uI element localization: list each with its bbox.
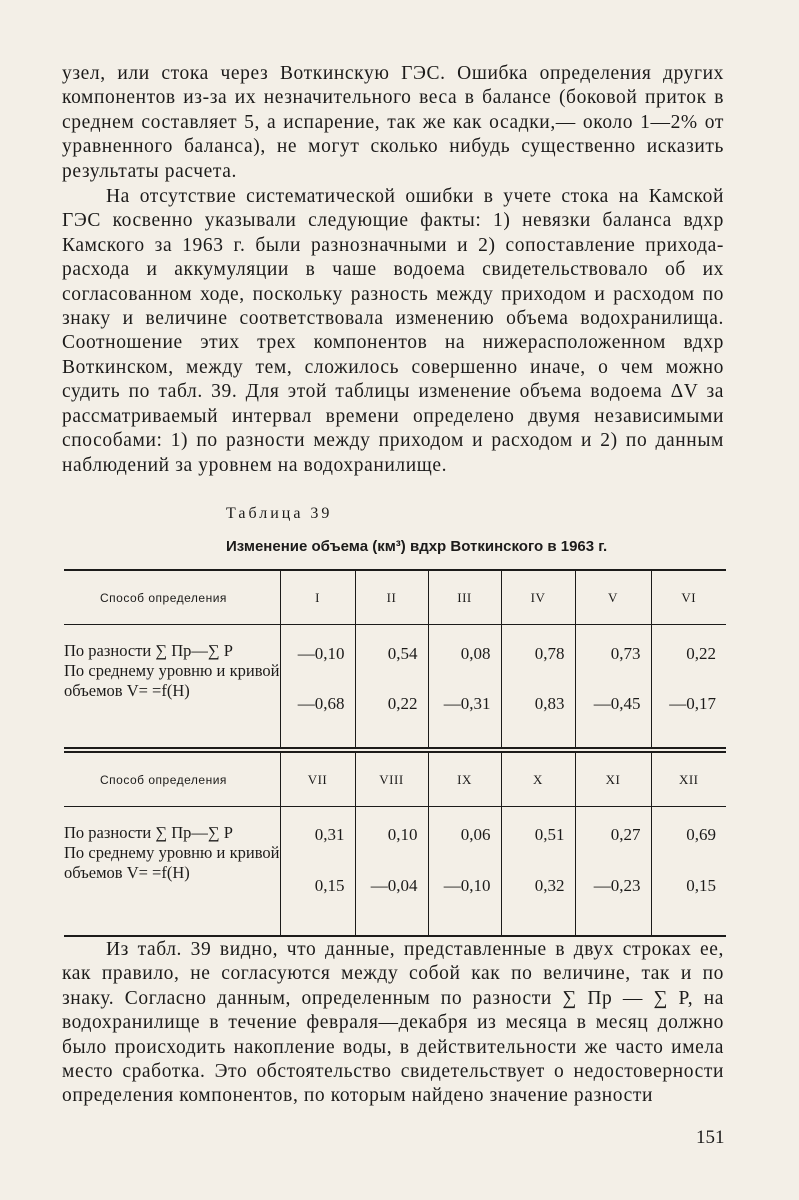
table-cell — [428, 807, 501, 937]
method-level-label: По среднему уровню и кривой объемов V= =f(H) — [64, 843, 280, 882]
value-level: 0,22 — [387, 694, 418, 713]
month-header: III — [428, 570, 501, 625]
value-level: 0,83 — [534, 694, 565, 713]
month-header: II — [355, 570, 428, 625]
text-body — [62, 62, 724, 478]
table-header-row — [64, 752, 726, 807]
method-header: Способ определения — [64, 570, 280, 625]
month-header: VIII — [355, 752, 428, 807]
value-difference: 0,06 — [460, 825, 491, 844]
table-cell — [355, 807, 428, 937]
value-level: 0,15 — [686, 876, 716, 895]
month-header: IV — [501, 570, 575, 625]
table-cell — [575, 625, 651, 749]
table-cell — [428, 625, 501, 749]
method-difference-label: По разности ∑ Пр—∑ P — [64, 641, 233, 660]
value-level: —0,45 — [593, 694, 641, 713]
table-cell — [501, 625, 575, 749]
method-labels — [64, 807, 280, 937]
month-header: X — [501, 752, 575, 807]
month-header: IX — [428, 752, 501, 807]
table-cell — [651, 625, 726, 749]
month-header: VII — [280, 752, 355, 807]
volume-table-part-1 — [64, 569, 726, 749]
value-level: —0,17 — [669, 694, 716, 713]
table-cell — [651, 807, 726, 937]
paragraph-2: На отсутствие систематической ошибки в учете стока на Камской ГЭС косвенно указывали следующие факты: 1) невязки баланса вдхр Камского за 1963 г. были разнозначными и 2) сопоставление прихода-расхода и аккумуляции в чаше водоема свидетельствовало об их согласованном ходе, поскольку разность между приходом и расходом по знаку и величине соответствовала изменению объема водохранилища. Соотношение этих трех компонентов на нижерасположенном вдхр Воткинском, между тем, сложилось совершенно иначе, о чем можно судить по табл. 39. Для этой таблицы изменение объема водоема ΔV за рассматриваемый интервал времени определено двумя независимыми способами: 1) по разности между приходом и расходом и 2) по данным наблюдений за уровнем на водохранилище. — [62, 186, 724, 476]
volume-table-part-2 — [64, 751, 726, 937]
value-difference: 0,10 — [387, 825, 418, 844]
table-cell — [280, 807, 355, 937]
month-header: XI — [575, 752, 651, 807]
value-level: —0,04 — [370, 876, 418, 895]
value-difference: 0,69 — [686, 825, 716, 844]
table-body-row — [64, 807, 726, 937]
value-difference: —0,10 — [297, 644, 345, 663]
value-level: 0,15 — [314, 876, 345, 895]
month-header: V — [575, 570, 651, 625]
value-level: 0,32 — [534, 876, 565, 895]
method-header: Способ определения — [64, 752, 280, 807]
value-level: —0,68 — [297, 694, 345, 713]
value-difference: 0,54 — [387, 644, 418, 663]
table-body-row — [64, 625, 726, 749]
table-header-row — [64, 570, 726, 625]
table-cell — [575, 807, 651, 937]
paragraph-3: Из табл. 39 видно, что данные, представленные в двух строках ее, как правило, не согласуются между собой как по величине, так и по знаку. Согласно данным, определенным по разности ∑ Пр — ∑ P, на водохранилище в течение февраля—декабря из месяца в месяц должно было происходить накопление воды, в действительности же часто имела место сработка. Это обстоятельство свидетельствует о недостоверности определения компонентов, по которым найдено значение разности — [62, 939, 724, 1107]
value-difference: 0,27 — [610, 825, 641, 844]
text-body-continued — [62, 938, 724, 1109]
value-level: —0,31 — [443, 694, 491, 713]
value-difference: 0,22 — [686, 644, 716, 663]
table-cell — [280, 625, 355, 749]
table-cell — [501, 807, 575, 937]
page-number: 151 — [696, 1127, 725, 1148]
value-level: —0,23 — [593, 876, 641, 895]
method-level-label: По среднему уровню и кривой объемов V= =f(H) — [64, 661, 280, 700]
month-header: VI — [651, 570, 726, 625]
value-level: —0,10 — [443, 876, 491, 895]
method-labels — [64, 625, 280, 749]
month-header: I — [280, 570, 355, 625]
table-cell — [355, 625, 428, 749]
value-difference: 0,31 — [314, 825, 345, 844]
table-title: Изменение объема (км³) вдхр Воткинского в 1963 г. — [226, 538, 608, 555]
value-difference: 0,08 — [460, 644, 491, 663]
paragraph-1: узел, или стока через Воткинскую ГЭС. Ошибка определения других компонентов из-за их незначительного веса в балансе (боковой приток в среднем составляет 5, а испарение, так же как осадки,— около 1—2% от уравненного баланса), не могут сколько нибудь существенно исказить результаты расчета. — [62, 63, 724, 182]
month-header: XII — [651, 752, 726, 807]
method-difference-label: По разности ∑ Пр—∑ P — [64, 823, 233, 842]
value-difference: 0,78 — [534, 644, 565, 663]
value-difference: 0,73 — [610, 644, 641, 663]
value-difference: 0,51 — [534, 825, 565, 844]
table-caption: Таблица 39 — [226, 505, 333, 522]
